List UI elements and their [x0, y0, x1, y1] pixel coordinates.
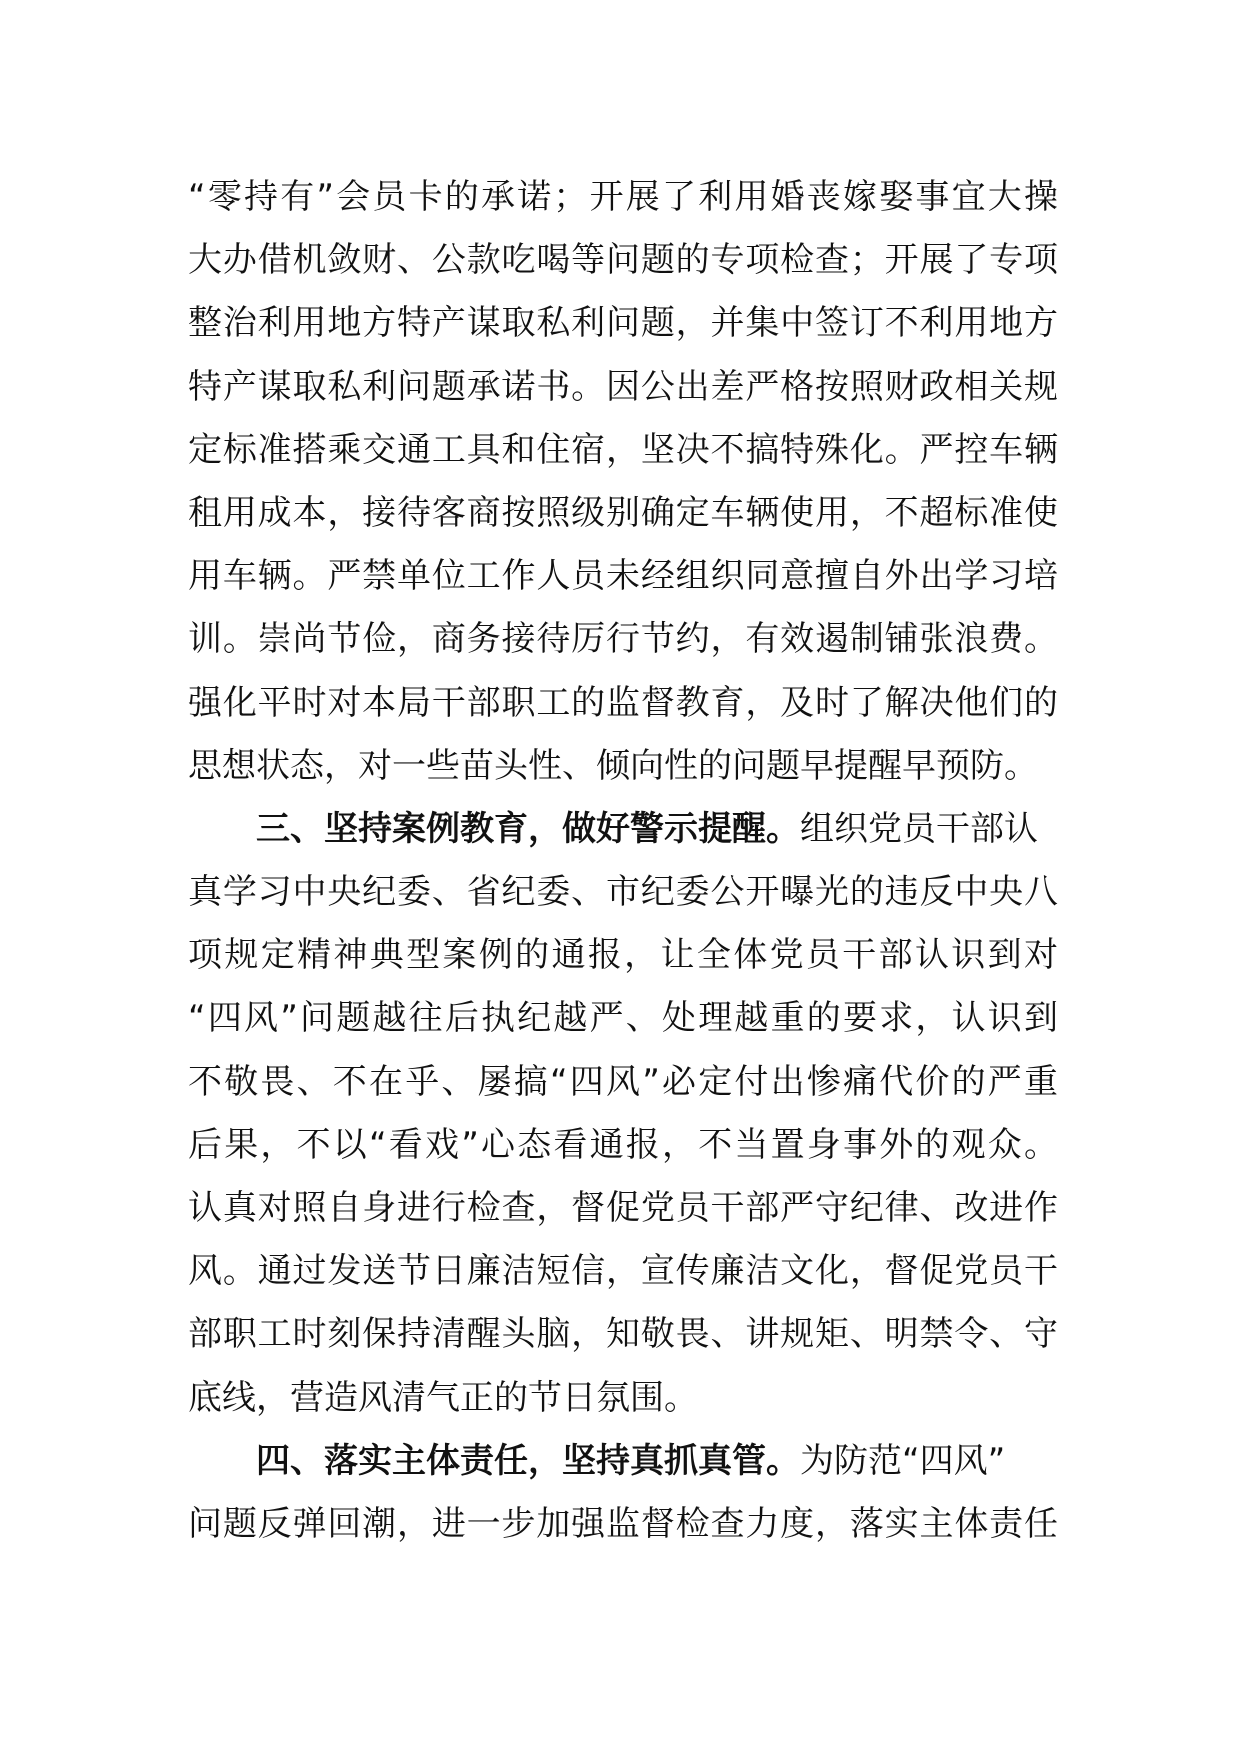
- text-line: 风。通过发送节日廉洁短信，宣传廉洁文化，督促党员干: [188, 1251, 1058, 1292]
- text-line: 部职工时刻保持清醒头脑，知敬畏、讲规矩、明禁令、守: [188, 1314, 1058, 1355]
- text-line: 问题反弹回潮，进一步加强监督检查力度，落实主体责任: [188, 1503, 1058, 1544]
- text-line: 定标准搭乘交通工具和住宿，坚决不搞特殊化。严控车辆: [188, 429, 1058, 470]
- text-line: 真学习中央纪委、省纪委、市纪委公开曝光的违反中央八: [188, 872, 1058, 913]
- text-line: 训。崇尚节俭，商务接待厉行节约，有效遏制铺张浪费。: [188, 619, 1058, 660]
- text-run: 为防范“四风”: [800, 1440, 1006, 1481]
- text-line: “零持有”会员卡的承诺；开展了利用婚丧嫁娶事宜大操: [188, 177, 1058, 217]
- text-line: 整治利用地方特产谋取私利问题，并集中签订不利用地方: [188, 303, 1058, 344]
- text-line: 特产谋取私利问题承诺书。因公出差严格按照财政相关规: [188, 366, 1058, 407]
- text-line: 后果，不以“看戏”心态看通报，不当置身事外的观众。: [188, 1124, 1058, 1165]
- document-body: [188, 166, 1058, 1556]
- paragraph: [188, 1430, 1058, 1556]
- paragraph: [188, 798, 1058, 1430]
- text-line: [188, 1430, 1058, 1493]
- text-line: 用车辆。严禁单位工作人员未经组织同意擅自外出学习培: [188, 556, 1058, 597]
- text-run: 组织党员干部认: [800, 808, 1038, 849]
- text-line: 大办借机敛财、公款吃喝等问题的专项检查；开展了专项: [188, 240, 1058, 281]
- section-heading: 四、落实主体责任，坚持真抓真管。: [256, 1440, 800, 1481]
- text-line: 不敬畏、不在乎、屡搞“四风”必定付出惨痛代价的严重: [188, 1061, 1058, 1102]
- text-line: [188, 798, 1058, 861]
- text-line: 租用成本，接待客商按照级别确定车辆使用，不超标准使: [188, 492, 1058, 533]
- text-line: 认真对照自身进行检查，督促党员干部严守纪律、改进作: [188, 1188, 1058, 1228]
- text-line: 项规定精神典型案例的通报，让全体党员干部认识到对: [188, 935, 1058, 976]
- text-line: 强化平时对本局干部职工的监督教育，及时了解决他们的: [188, 682, 1058, 723]
- text-line: 思想状态，对一些苗头性、倾向性的问题早提醒早预防。: [188, 745, 1038, 786]
- text-line: “四风”问题越往后执纪越严、处理越重的要求，认识到: [188, 998, 1058, 1039]
- paragraph: [188, 166, 1058, 798]
- section-heading: 三、坚持案例教育，做好警示提醒。: [256, 808, 800, 849]
- text-line: 底线，营造风清气正的节日氛围。: [188, 1377, 698, 1418]
